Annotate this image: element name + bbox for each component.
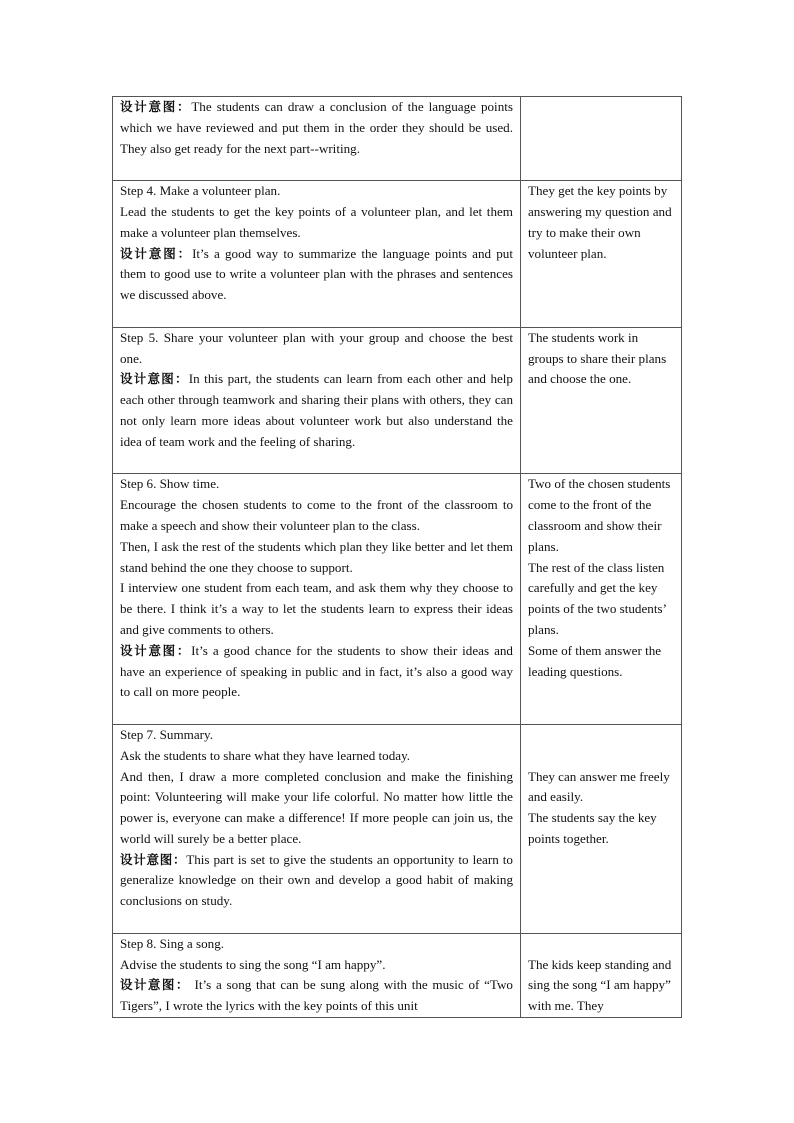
design-intent-paragraph — [120, 850, 513, 912]
activity-text: I interview one student from each team, and ask them why they choose to be there. I think it’s a way to let the students learn to express their ideas and give comments to others. — [120, 580, 513, 637]
student-activity-text: The kids keep standing and sing the song “I am happy” with me. They — [528, 956, 672, 1014]
student-activity-text: The rest of the class listen carefully and get the key points of the two students’ plans. — [528, 559, 666, 637]
lesson-row — [113, 724, 682, 933]
step-heading: Step 4. Make a volunteer plan. — [120, 183, 281, 199]
lesson-row — [113, 474, 682, 725]
design-intent-paragraph — [120, 369, 513, 452]
lesson-plan-table — [112, 96, 682, 1018]
student-activity-text: The students work in groups to share their plans and choose the one. — [528, 329, 667, 387]
design-intent-text: This part is set to give the students an opportunity to learn to generalize knowledge on their own and develop a good habit of making conclusions on study. — [120, 851, 513, 909]
design-intent-label: 设计意图： — [120, 371, 189, 387]
design-intent-text: The students can draw a conclusion of the language points which we have reviewed and put them in the order they should be used. They also get ready for the next part--writing. — [120, 99, 513, 156]
step-heading: Step 7. Summary. — [120, 726, 213, 742]
student-activity-text: Some of them answer the leading questions. — [528, 642, 662, 679]
design-intent-text: It’s a song that can be sung along with the music of “Two Tigers”, I wrote the lyrics with the key points of this unit — [120, 977, 513, 1014]
student-activity-content — [521, 328, 681, 390]
teacher-activity-cell — [113, 724, 521, 933]
student-activity-cell — [521, 474, 682, 725]
student-activity-text: They can answer me freely and easily. — [528, 768, 670, 805]
activity-text: Then, I ask the rest of the students which plan they like better and let them stand behind the one they choose to support. — [120, 538, 513, 575]
student-activity-cell — [521, 97, 682, 181]
design-intent-paragraph — [120, 975, 513, 1017]
student-activity-content — [521, 181, 681, 264]
teacher-activity-content — [113, 725, 520, 933]
lesson-row — [113, 933, 682, 1017]
design-intent-label: 设计意图： — [120, 99, 192, 114]
teacher-activity-cell — [113, 474, 521, 725]
lesson-row — [113, 97, 682, 181]
lesson-plan-body — [113, 97, 682, 1018]
teacher-activity-content — [113, 328, 520, 474]
design-intent-paragraph — [120, 97, 513, 159]
design-intent-label: 设计意图： — [120, 642, 192, 658]
design-intent-text: In this part, the students can learn from each other and help each other through teamwork and sharing their plans with others, they can not only learn more ideas about volunteer work but also understand the idea of team work and the feeling of sharing. — [120, 371, 513, 449]
design-intent-text: It’s a good way to summarize the language points and put them to good use to write a volunteer plan with the phrases and sentences we discussed above. — [120, 245, 513, 303]
lesson-row — [113, 181, 682, 328]
teacher-activity-content — [113, 474, 520, 724]
student-activity-content — [521, 934, 681, 1017]
design-intent-label: 设计意图： — [120, 977, 190, 993]
teacher-activity-content — [113, 181, 520, 327]
step-heading: Step 8. Sing a song. — [120, 935, 225, 951]
student-activity-cell — [521, 327, 682, 474]
teacher-activity-cell — [113, 97, 521, 181]
activity-text: Lead the students to get the key points of a volunteer plan, and let them make a volunteer plan themselves. — [120, 203, 513, 240]
student-activity-content — [521, 474, 681, 682]
design-intent-text: It’s a good chance for the students to show their ideas and have an experience of speaking in public and in fact, it’s also a good way to call on more people. — [120, 642, 513, 700]
teacher-activity-content — [113, 97, 520, 180]
teacher-activity-cell — [113, 933, 521, 1017]
teacher-activity-content — [113, 934, 520, 1017]
activity-text: And then, I draw a more completed conclusion and make the finishing point: Volunteering will make your life colorful. No matter how little the power is, everyone can make a difference! If more people can join us, the world will surely be a better place. — [120, 768, 513, 846]
design-intent-paragraph — [120, 641, 513, 703]
student-activity-text: Two of the chosen students come to the front of the classroom and show their plans. — [528, 476, 671, 554]
teacher-activity-cell — [113, 181, 521, 328]
activity-text: Advise the students to sing the song “I am happy”. — [120, 956, 386, 972]
teacher-activity-cell — [113, 327, 521, 474]
design-intent-paragraph — [120, 244, 513, 306]
student-activity-cell — [521, 724, 682, 933]
design-intent-label: 设计意图： — [120, 245, 193, 261]
step-heading: Step 6. Show time. — [120, 476, 220, 492]
activity-text: Ask the students to share what they have learned today. — [120, 747, 411, 763]
student-activity-cell — [521, 933, 682, 1017]
design-intent-label: 设计意图： — [120, 851, 187, 867]
activity-text: Encourage the chosen students to come to the front of the classroom to make a speech and show their volunteer plan to the class. — [120, 497, 513, 533]
lesson-row — [113, 327, 682, 474]
student-activity-cell — [521, 181, 682, 328]
student-activity-text: The students say the key points together. — [528, 810, 657, 846]
student-activity-text: They get the key points by answering my question and try to make their own volunteer plan. — [528, 183, 672, 261]
student-activity-content — [521, 725, 681, 850]
step-heading: Step 5. Share your volunteer plan with your group and choose the best one. — [120, 329, 513, 366]
